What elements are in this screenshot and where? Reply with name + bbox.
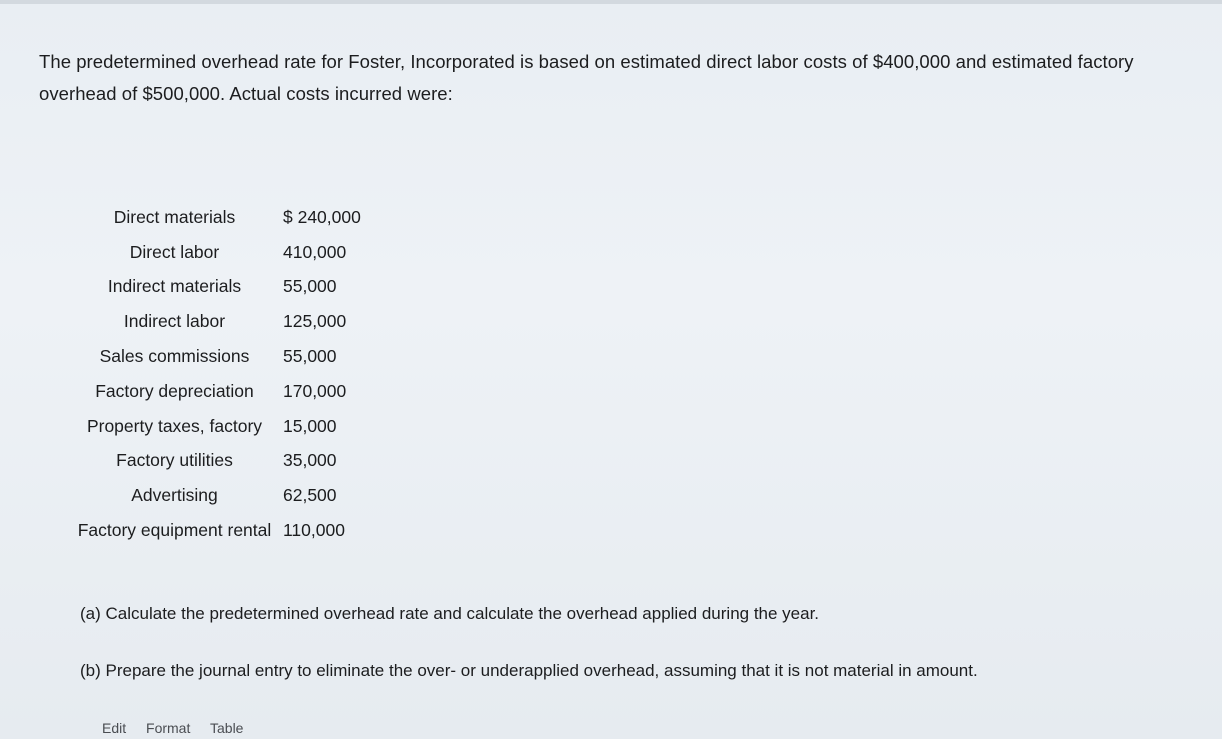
editor-menubar	[102, 720, 259, 736]
table-row	[72, 304, 393, 339]
cost-amount: 410,000	[283, 241, 347, 262]
menu-table[interactable]: Table	[210, 720, 244, 736]
cost-label: Factory equipment rental	[77, 520, 272, 541]
menu-edit[interactable]: Edit	[102, 720, 127, 736]
cost-amount: 62,500	[283, 485, 337, 506]
cost-amount: 35,000	[283, 450, 337, 471]
cost-label: Factory depreciation	[95, 380, 254, 401]
top-border	[0, 0, 1222, 4]
cost-label: Indirect labor	[123, 311, 226, 332]
table-row	[72, 339, 393, 374]
table-row	[72, 513, 393, 548]
cost-label: Advertising	[131, 485, 218, 506]
cost-label: Sales commissions	[99, 346, 250, 367]
table-row	[72, 409, 393, 444]
cost-label: Property taxes, factory	[86, 415, 263, 436]
cost-amount: 55,000	[283, 346, 337, 367]
cost-table	[72, 200, 393, 548]
problem-intro: The predetermined overhead rate for Foster, Incorporated is based on estimated direct labor costs of $400,000 and estimated factory overhead of $500,000. Actual costs incurred were:	[39, 51, 1134, 104]
question-part-a: (a) Calculate the predetermined overhead rate and calculate the overhead applied during the year.	[80, 604, 820, 623]
question-part-b: (b) Prepare the journal entry to eliminate the over- or underapplied overhead, assuming that it is not material in amount.	[80, 661, 978, 680]
cost-amount: 110,000	[283, 520, 345, 541]
cost-label: Factory utilities	[116, 450, 233, 471]
cost-label: Direct materials	[113, 206, 236, 227]
cost-amount: 125,000	[283, 311, 347, 332]
table-row	[72, 200, 393, 235]
cost-amount: 55,000	[283, 276, 337, 297]
cost-amount: 170,000	[283, 380, 347, 401]
table-row	[72, 235, 393, 270]
table-row	[72, 270, 393, 305]
table-row	[72, 478, 393, 513]
table-row	[72, 444, 393, 479]
cost-amount: 15,000	[283, 415, 337, 436]
menu-format[interactable]: Format	[146, 720, 191, 736]
table-row	[72, 374, 393, 409]
cost-label: Direct labor	[129, 241, 220, 262]
cost-label: Indirect materials	[107, 276, 242, 297]
cost-amount: $ 240,000	[283, 206, 361, 227]
